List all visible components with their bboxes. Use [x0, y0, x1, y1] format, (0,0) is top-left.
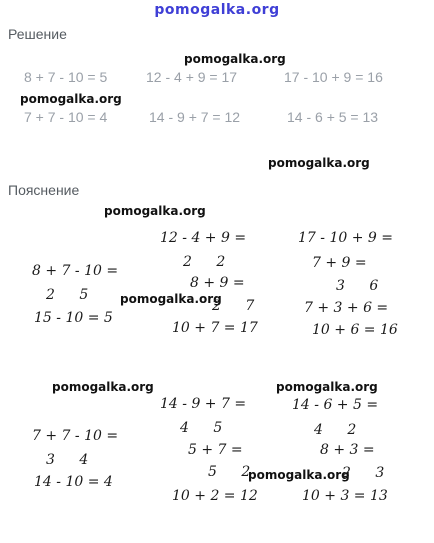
ex6-split2: 2 3: [342, 465, 395, 481]
ex4-expression: 7 + 7 - 10 =: [32, 428, 119, 444]
ex2-split: 2 2: [183, 254, 236, 270]
solution-r2-c2: 14 - 9 + 7 = 12: [149, 109, 241, 125]
ex6-expression: 14 - 6 + 5 =: [292, 397, 379, 413]
ex3-step: 7 + 9 =: [312, 255, 367, 271]
watermark-1: pomogalka.org: [184, 52, 286, 66]
ex5-step: 5 + 7 =: [188, 442, 243, 458]
ex2-result: 10 + 7 = 17: [172, 320, 258, 336]
watermark-7: pomogalka.org: [276, 380, 378, 394]
solution-r1-c1: 8 + 7 - 10 = 5: [24, 69, 108, 85]
explanation-title: Пояснение: [8, 182, 80, 198]
ex6-result: 10 + 3 = 13: [302, 488, 388, 504]
ex1-expression: 8 + 7 - 10 =: [32, 263, 119, 279]
ex6-split: 4 2: [314, 422, 367, 438]
ex1-result: 15 - 10 = 5: [34, 310, 113, 326]
ex1-split: 2 5: [46, 287, 99, 303]
ex2-step: 8 + 9 =: [190, 275, 245, 291]
watermark-6: pomogalka.org: [52, 380, 154, 394]
solution-r1-c2: 12 - 4 + 9 = 17: [146, 69, 238, 85]
watermark-3: pomogalka.org: [268, 156, 370, 170]
ex6-step: 8 + 3 =: [320, 442, 375, 458]
watermark-8: pomogalka.org: [248, 468, 350, 482]
ex3-split: 3 6: [336, 278, 389, 294]
site-header[interactable]: pomogalka.org: [154, 2, 280, 18]
ex5-expression: 14 - 9 + 7 =: [160, 396, 247, 412]
ex3-expression: 17 - 10 + 9 =: [298, 230, 393, 246]
ex2-expression: 12 - 4 + 9 =: [160, 230, 247, 246]
ex3-result: 10 + 6 = 16: [312, 322, 398, 338]
watermark-5: pomogalka.org: [120, 292, 222, 306]
solution-r1-c3: 17 - 10 + 9 = 16: [284, 69, 383, 85]
ex4-split: 3 4: [46, 452, 99, 468]
solution-title: Решение: [8, 26, 67, 42]
ex3-step2: 7 + 3 + 6 =: [304, 300, 389, 316]
ex5-split2: 5 2: [208, 464, 261, 480]
solution-r2-c3: 14 - 6 + 5 = 13: [287, 109, 379, 125]
watermark-2: pomogalka.org: [20, 92, 122, 106]
solution-r2-c1: 7 + 7 - 10 = 4: [24, 109, 108, 125]
watermark-4: pomogalka.org: [104, 204, 206, 218]
ex5-result: 10 + 2 = 12: [172, 488, 258, 504]
ex4-result: 14 - 10 = 4: [34, 474, 113, 490]
ex5-split: 4 5: [180, 420, 233, 436]
ex2-split2: 2 7: [212, 298, 265, 314]
